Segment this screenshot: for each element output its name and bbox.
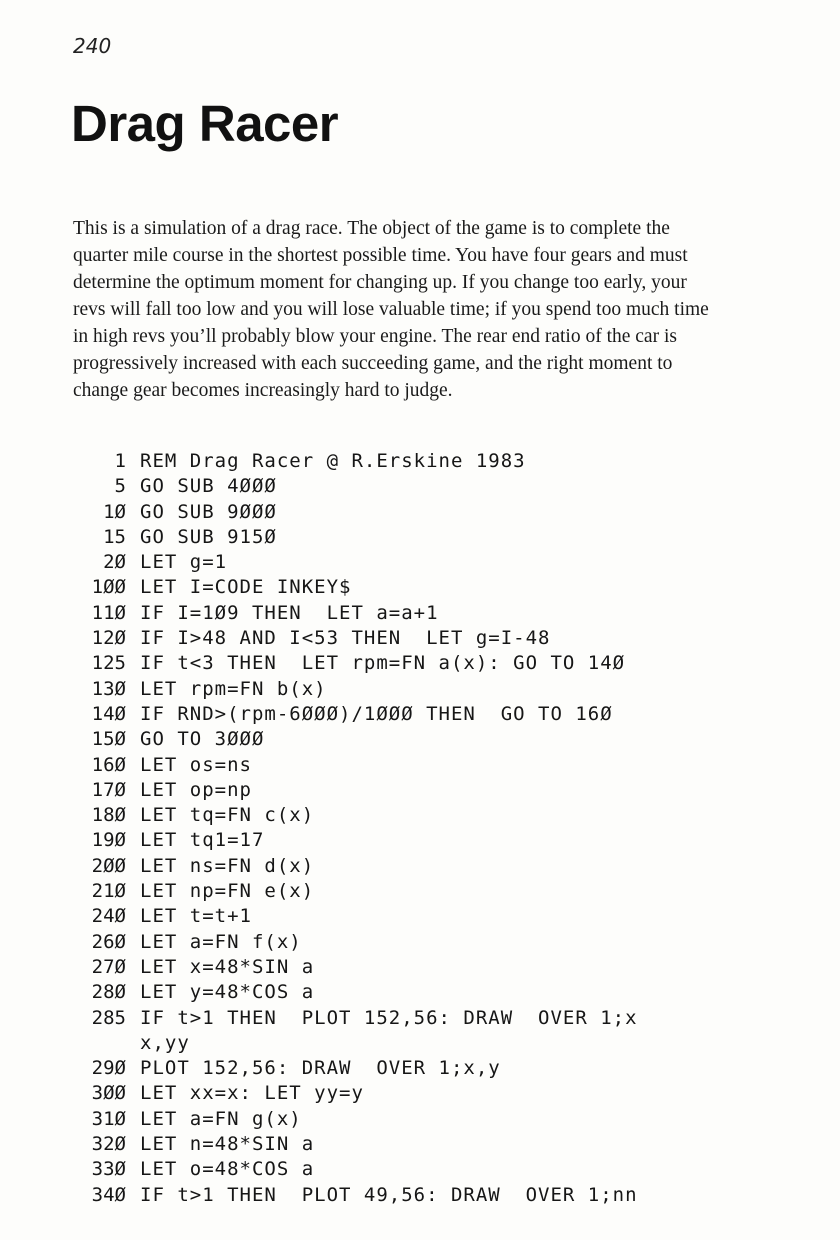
code-line — [60, 828, 760, 853]
line-number: 1ØØ — [91, 576, 126, 599]
line-code: IF I>48 AND I<53 THEN LET g=I-48 — [140, 627, 551, 650]
code-line — [60, 930, 760, 955]
line-number: 32Ø — [91, 1133, 126, 1156]
code-line — [60, 1031, 760, 1056]
line-code: LET y=48*COS a — [140, 981, 315, 1004]
line-number: 18Ø — [91, 804, 126, 827]
code-line — [60, 626, 760, 651]
line-code: LET o=48*COS a — [140, 1158, 315, 1181]
line-number: 125 — [91, 652, 126, 675]
line-code: GO SUB 4ØØØ — [140, 475, 277, 498]
code-line — [60, 1056, 760, 1081]
line-code: REM Drag Racer @ R.Erskine 1983 — [140, 450, 526, 472]
line-number: 2Ø — [103, 551, 126, 574]
line-number: 31Ø — [91, 1107, 126, 1130]
code-line — [60, 879, 760, 904]
code-line — [60, 500, 760, 525]
line-code: LET n=48*SIN a — [140, 1133, 315, 1156]
line-code: IF t<3 THEN LET rpm=FN a(x): GO TO 14Ø — [140, 652, 626, 675]
line-code: IF RND>(rpm-6ØØØ)/1ØØØ THEN GO TO 16Ø — [140, 702, 613, 725]
line-number: 34Ø — [91, 1183, 126, 1206]
line-code: LET xx=x: LET yy=y — [140, 1082, 364, 1105]
line-number: 16Ø — [91, 753, 126, 776]
line-number: 3ØØ — [91, 1082, 126, 1105]
line-number: 11Ø — [91, 601, 126, 624]
code-line — [60, 1157, 760, 1182]
line-code: LET a=FN f(x) — [140, 930, 302, 953]
line-code: GO SUB 915Ø — [140, 525, 277, 548]
line-number: 285 — [91, 1006, 126, 1029]
line-number — [60, 1031, 140, 1056]
line-code: LET np=FN e(x) — [140, 880, 315, 903]
line-number: 28Ø — [91, 981, 126, 1004]
code-line — [60, 1107, 760, 1132]
line-number: 29Ø — [91, 1057, 126, 1080]
code-line — [60, 1081, 760, 1106]
line-number: 5 — [114, 475, 126, 498]
code-line — [60, 525, 760, 550]
line-code: IF I=1Ø9 THEN LET a=a+1 — [140, 601, 439, 624]
line-code: PLOT 152,56: DRAW OVER 1;x,y — [140, 1057, 501, 1080]
code-listing — [60, 449, 760, 1208]
line-code: GO TO 3ØØØ — [140, 728, 265, 751]
code-line — [60, 854, 760, 879]
line-code: GO SUB 9ØØØ — [140, 500, 277, 523]
line-code: LET I=CODE INKEY$ — [140, 576, 352, 599]
code-line — [60, 474, 760, 499]
code-line — [60, 1132, 760, 1157]
line-code: LET tq1=17 — [140, 829, 265, 852]
line-number: 12Ø — [91, 627, 126, 650]
code-line — [60, 449, 760, 474]
line-number: 1Ø — [103, 500, 126, 523]
line-number: 15Ø — [91, 728, 126, 751]
code-line — [60, 904, 760, 929]
line-number: 27Ø — [91, 955, 126, 978]
code-line — [60, 955, 760, 980]
code-line — [60, 778, 760, 803]
code-line — [60, 1006, 760, 1031]
code-line — [60, 753, 760, 778]
line-code: LET t=t+1 — [140, 905, 252, 928]
line-code: LET os=ns — [140, 753, 252, 776]
line-code: IF t>1 THEN PLOT 152,56: DRAW OVER 1;x — [140, 1006, 638, 1029]
line-number: 17Ø — [91, 778, 126, 801]
line-number: 13Ø — [91, 677, 126, 700]
code-line — [60, 1183, 760, 1208]
line-code: LET ns=FN d(x) — [140, 854, 315, 877]
line-number: 33Ø — [91, 1158, 126, 1181]
line-number: 21Ø — [91, 880, 126, 903]
line-code: LET op=np — [140, 778, 252, 801]
line-number: 24Ø — [91, 905, 126, 928]
code-line — [60, 727, 760, 752]
line-number: 19Ø — [91, 829, 126, 852]
line-code: LET g=1 — [140, 551, 228, 574]
code-line — [60, 601, 760, 626]
code-line — [60, 702, 760, 727]
code-line — [60, 803, 760, 828]
line-code: LET tq=FN c(x) — [140, 804, 315, 827]
line-number: 15 — [103, 525, 126, 548]
code-line — [60, 980, 760, 1005]
line-code: LET a=FN g(x) — [140, 1107, 302, 1130]
line-number: 2ØØ — [91, 854, 126, 877]
code-line — [60, 677, 760, 702]
code-line — [60, 651, 760, 676]
intro-paragraph: This is a simulation of a drag race. The object of the game is to complete the quarter mile course in the shortest possible time. You have four gears and must determine the optimum moment for changing up. If you change too early, your revs will fall too low and you will lose valuable time; if you spend too much time in high revs you’ll probably blow your engine. The rear end ratio of the car is progressively increased with each succeeding game, and the right moment to change gear becomes increasingly hard to judge. — [73, 218, 709, 401]
line-code: LET x=48*SIN a — [140, 955, 315, 978]
line-code: LET rpm=FN b(x) — [140, 677, 327, 700]
page-number: 240 — [73, 34, 112, 58]
line-code: x,yy — [140, 1031, 190, 1054]
line-code: IF t>1 THEN PLOT 49,56: DRAW OVER 1;nn — [140, 1183, 638, 1206]
line-number: 1 — [114, 450, 126, 472]
code-line — [60, 575, 760, 600]
line-number: 26Ø — [91, 930, 126, 953]
line-number: 14Ø — [91, 702, 126, 725]
page-title: Drag Racer — [71, 95, 339, 152]
code-line — [60, 550, 760, 575]
